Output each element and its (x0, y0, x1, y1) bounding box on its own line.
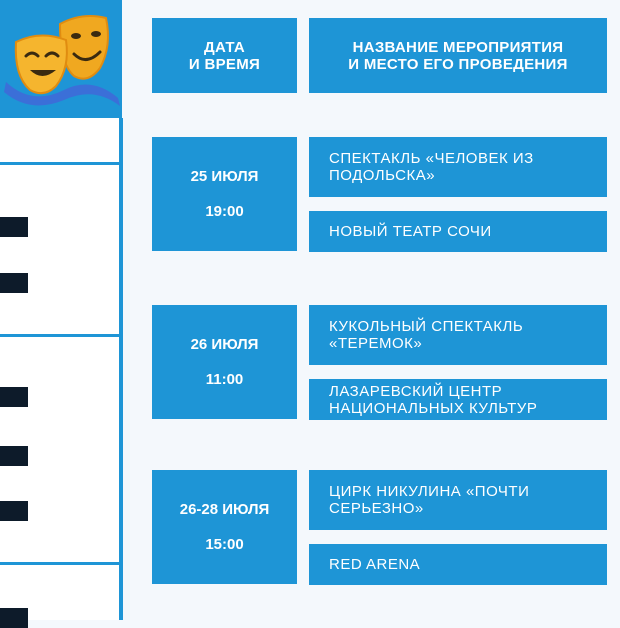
piano-key-line (0, 334, 120, 337)
event-venue: НОВЫЙ ТЕАТР СОЧИ (309, 211, 607, 252)
event-date: 25 ИЮЛЯ (190, 168, 259, 185)
piano-black-key (0, 273, 28, 293)
event-title: СПЕКТАКЛЬ «ЧЕЛОВЕК ИЗ ПОДОЛЬСКА» (309, 137, 607, 197)
header-event-name: НАЗВАНИЕ МЕРОПРИЯТИЯ И МЕСТО ЕГО ПРОВЕДЕНИЯ (309, 18, 607, 93)
event-time: 15:00 (205, 536, 244, 553)
event-time: 19:00 (205, 203, 244, 220)
event-time: 11:00 (205, 371, 244, 388)
event-date: 26 ИЮЛЯ (190, 336, 259, 353)
logo-panel (0, 0, 122, 118)
piano-key-line (0, 162, 120, 165)
header-date-time: ДАТА И ВРЕМЯ (152, 18, 297, 93)
event-title: КУКОЛЬНЫЙ СПЕКТАКЛЬ «ТЕРЕМОК» (309, 305, 607, 365)
sidebar-edge (119, 118, 123, 620)
event-date: 26-28 ИЮЛЯ (179, 501, 270, 518)
event-title: ЦИРК НИКУЛИНА «ПОЧТИ СЕРЬЕЗНО» (309, 470, 607, 530)
event-date-box (152, 305, 297, 419)
piano-black-key (0, 217, 28, 237)
event-venue: ЛАЗАРЕВСКИЙ ЦЕНТР НАЦИОНАЛЬНЫХ КУЛЬТУР (309, 379, 607, 420)
piano-black-key (0, 446, 28, 466)
piano-black-key (0, 387, 28, 407)
event-venue: RED ARENA (309, 544, 607, 585)
piano-key-line (0, 562, 120, 565)
event-date-box (152, 470, 297, 584)
piano-black-key (0, 501, 28, 521)
piano-black-key (0, 608, 28, 628)
event-date-box (152, 137, 297, 251)
piano-sidebar (0, 0, 122, 620)
theater-masks-icon (2, 6, 122, 110)
